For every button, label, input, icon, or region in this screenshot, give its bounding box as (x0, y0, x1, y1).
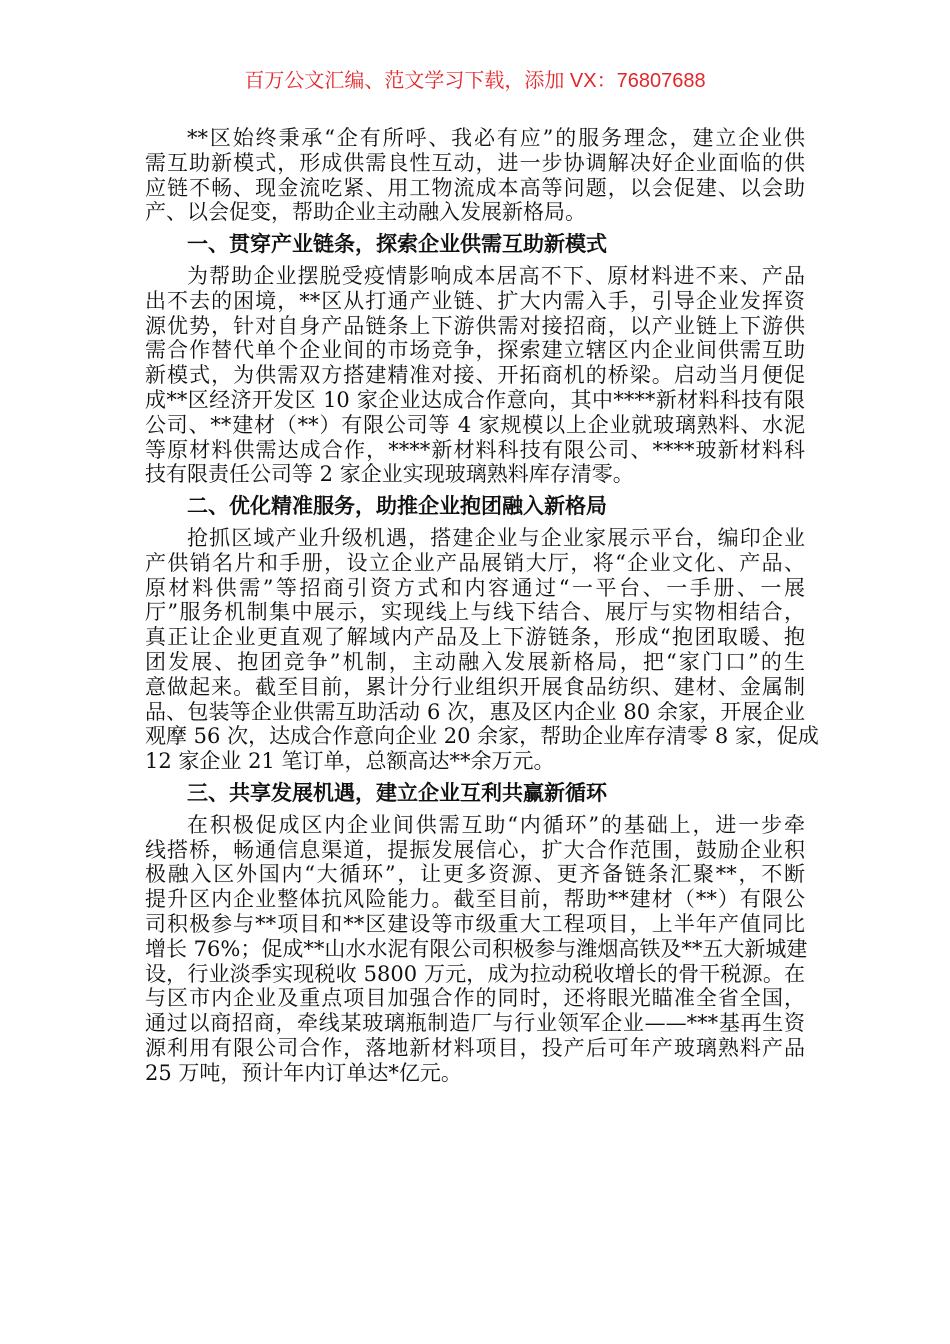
paragraph-line: 观摩 56 次，达成合作意向企业 20 余家，帮助企业库存清零 8 家，促成 (145, 724, 819, 749)
paragraph-line: 原材料供需”等招商引资方式和内容通过“一平台、一手册、一展 (145, 575, 805, 600)
paragraph (145, 126, 805, 225)
paragraph-line: 增长 76%；促成**山水水泥有限公司积极参与潍烟高铁及**五大新城建 (145, 936, 808, 961)
document-body (145, 126, 819, 1085)
paragraph-line: 出不去的困境，**区从打通产业链、扩大内需入手，引导企业发挥资 (145, 288, 805, 313)
paragraph-line: 产、以会促变，帮助企业主动融入发展新格局。 (145, 200, 586, 225)
paragraph (145, 525, 819, 774)
section-heading: 二、优化精准服务，助推企业抱团融入新格局 (187, 494, 607, 519)
paragraph-line: 在积极促成区内企业间供需互助“内循环”的基础上，进一步牵 (187, 812, 805, 837)
section-heading: 一、贯穿产业链条，探索企业供需互助新模式 (187, 232, 607, 257)
paragraph-line: 抢抓区域产业升级机遇，搭建企业与企业家展示平台，编印企业 (187, 525, 805, 550)
paragraph-line: 源利用有限公司合作，落地新材料项目，投产后可年产玻璃熟料产品 (145, 1035, 805, 1060)
paragraph-line: 线搭桥，畅通信息渠道，提振发展信心，扩大合作范围，鼓励企业积 (145, 837, 805, 862)
paragraph-line: 产供销名片和手册，设立企业产品展销大厅，将“企业文化、产品、 (145, 550, 805, 575)
paragraph-line: 通过以商招商，牵线某玻璃瓶制造厂与行业领军企业——***基再生资 (145, 1011, 805, 1036)
paragraph-line: 源优势，针对自身产品链条上下游供需对接招商，以产业链上下游供 (145, 313, 805, 338)
paragraph-line: **区始终秉承“企有所呼、我必有应”的服务理念，建立企业供 (187, 126, 805, 150)
paragraph-line: 与区市内企业及重点项目加强合作的同时，还将眼光瞄准全省全国， (145, 986, 805, 1011)
paragraph (145, 264, 805, 487)
paragraph-line: 新模式，为供需双方搭建精准对接、开拓商机的桥梁。启动当月便促 (145, 363, 805, 388)
paragraph-line: 厅”服务机制集中展示，实现线上与线下结合、展厅与实物相结合， (145, 600, 805, 625)
paragraph-line: 12 家企业 21 笔订单，总额高达**余万元。 (145, 749, 555, 774)
paragraph (145, 812, 808, 1086)
paragraph-line: 技有限责任公司等 2 家企业实现玻璃熟料库存清零。 (145, 462, 634, 487)
paragraph-line: 成**区经济开发区 10 家企业达成合作意向，其中****新材料科技有限 (145, 387, 805, 412)
section-heading: 三、共享发展机遇，建立企业互利共赢新循环 (187, 780, 607, 805)
paragraph-line: 提升区内企业整体抗风险能力。截至目前，帮助**建材（**）有限公 (145, 887, 805, 912)
paragraph-line: 应链不畅、现金流吃紧、用工物流成本高等问题，以会促建、以会助 (145, 175, 805, 200)
paragraph-line: 真正让企业更直观了解域内产品及上下游链条，形成“抱团取暖、抱 (145, 625, 805, 650)
paragraph-line: 等原材料供需达成合作，****新材料科技有限公司、****玻新材料科 (145, 437, 805, 462)
paragraph-line: 需合作替代单个企业间的市场竞争，探索建立辖区内企业间供需互助 (145, 338, 805, 363)
paragraph-line: 25 万吨，预计年内订单达*亿元。 (145, 1060, 462, 1085)
paragraph-line: 需互助新模式，形成供需良性互动，进一步协调解决好企业面临的供 (145, 150, 805, 175)
paragraph-line: 品、包装等企业供需互助活动 6 次，惠及区内企业 80 余家，开展企业 (145, 699, 805, 724)
watermark-banner: 百万公文汇编、范文学习下载，添加 VX：76807688 (244, 70, 706, 92)
paragraph-line: 为帮助企业摆脱受疫情影响成本居高不下、原材料进不来、产品 (187, 263, 805, 288)
section-2 (145, 494, 819, 774)
paragraph-line: 团发展、抱团竞争”机制，主动融入发展新格局，把“家门口”的生 (145, 649, 805, 674)
paragraph-line: 设，行业淡季实现税收 5800 万元，成为拉动税收增长的骨干税源。在 (145, 961, 805, 986)
section-1 (145, 232, 805, 487)
paragraph-line: 司积极参与**项目和**区建设等市级重大工程项目，上半年产值同比 (145, 911, 805, 936)
paragraph-line: 意做起来。截至目前，累计分行业组织开展食品纺织、建材、金属制 (145, 674, 805, 699)
paragraph-line: 极融入区外国内“大循环”，让更多资源、更齐备链条汇聚**，不断 (145, 862, 805, 887)
intro-section (145, 126, 805, 225)
paragraph-line: 公司、**建材（**）有限公司等 4 家规模以上企业就玻璃熟料、水泥 (145, 412, 805, 437)
section-3 (145, 780, 808, 1086)
